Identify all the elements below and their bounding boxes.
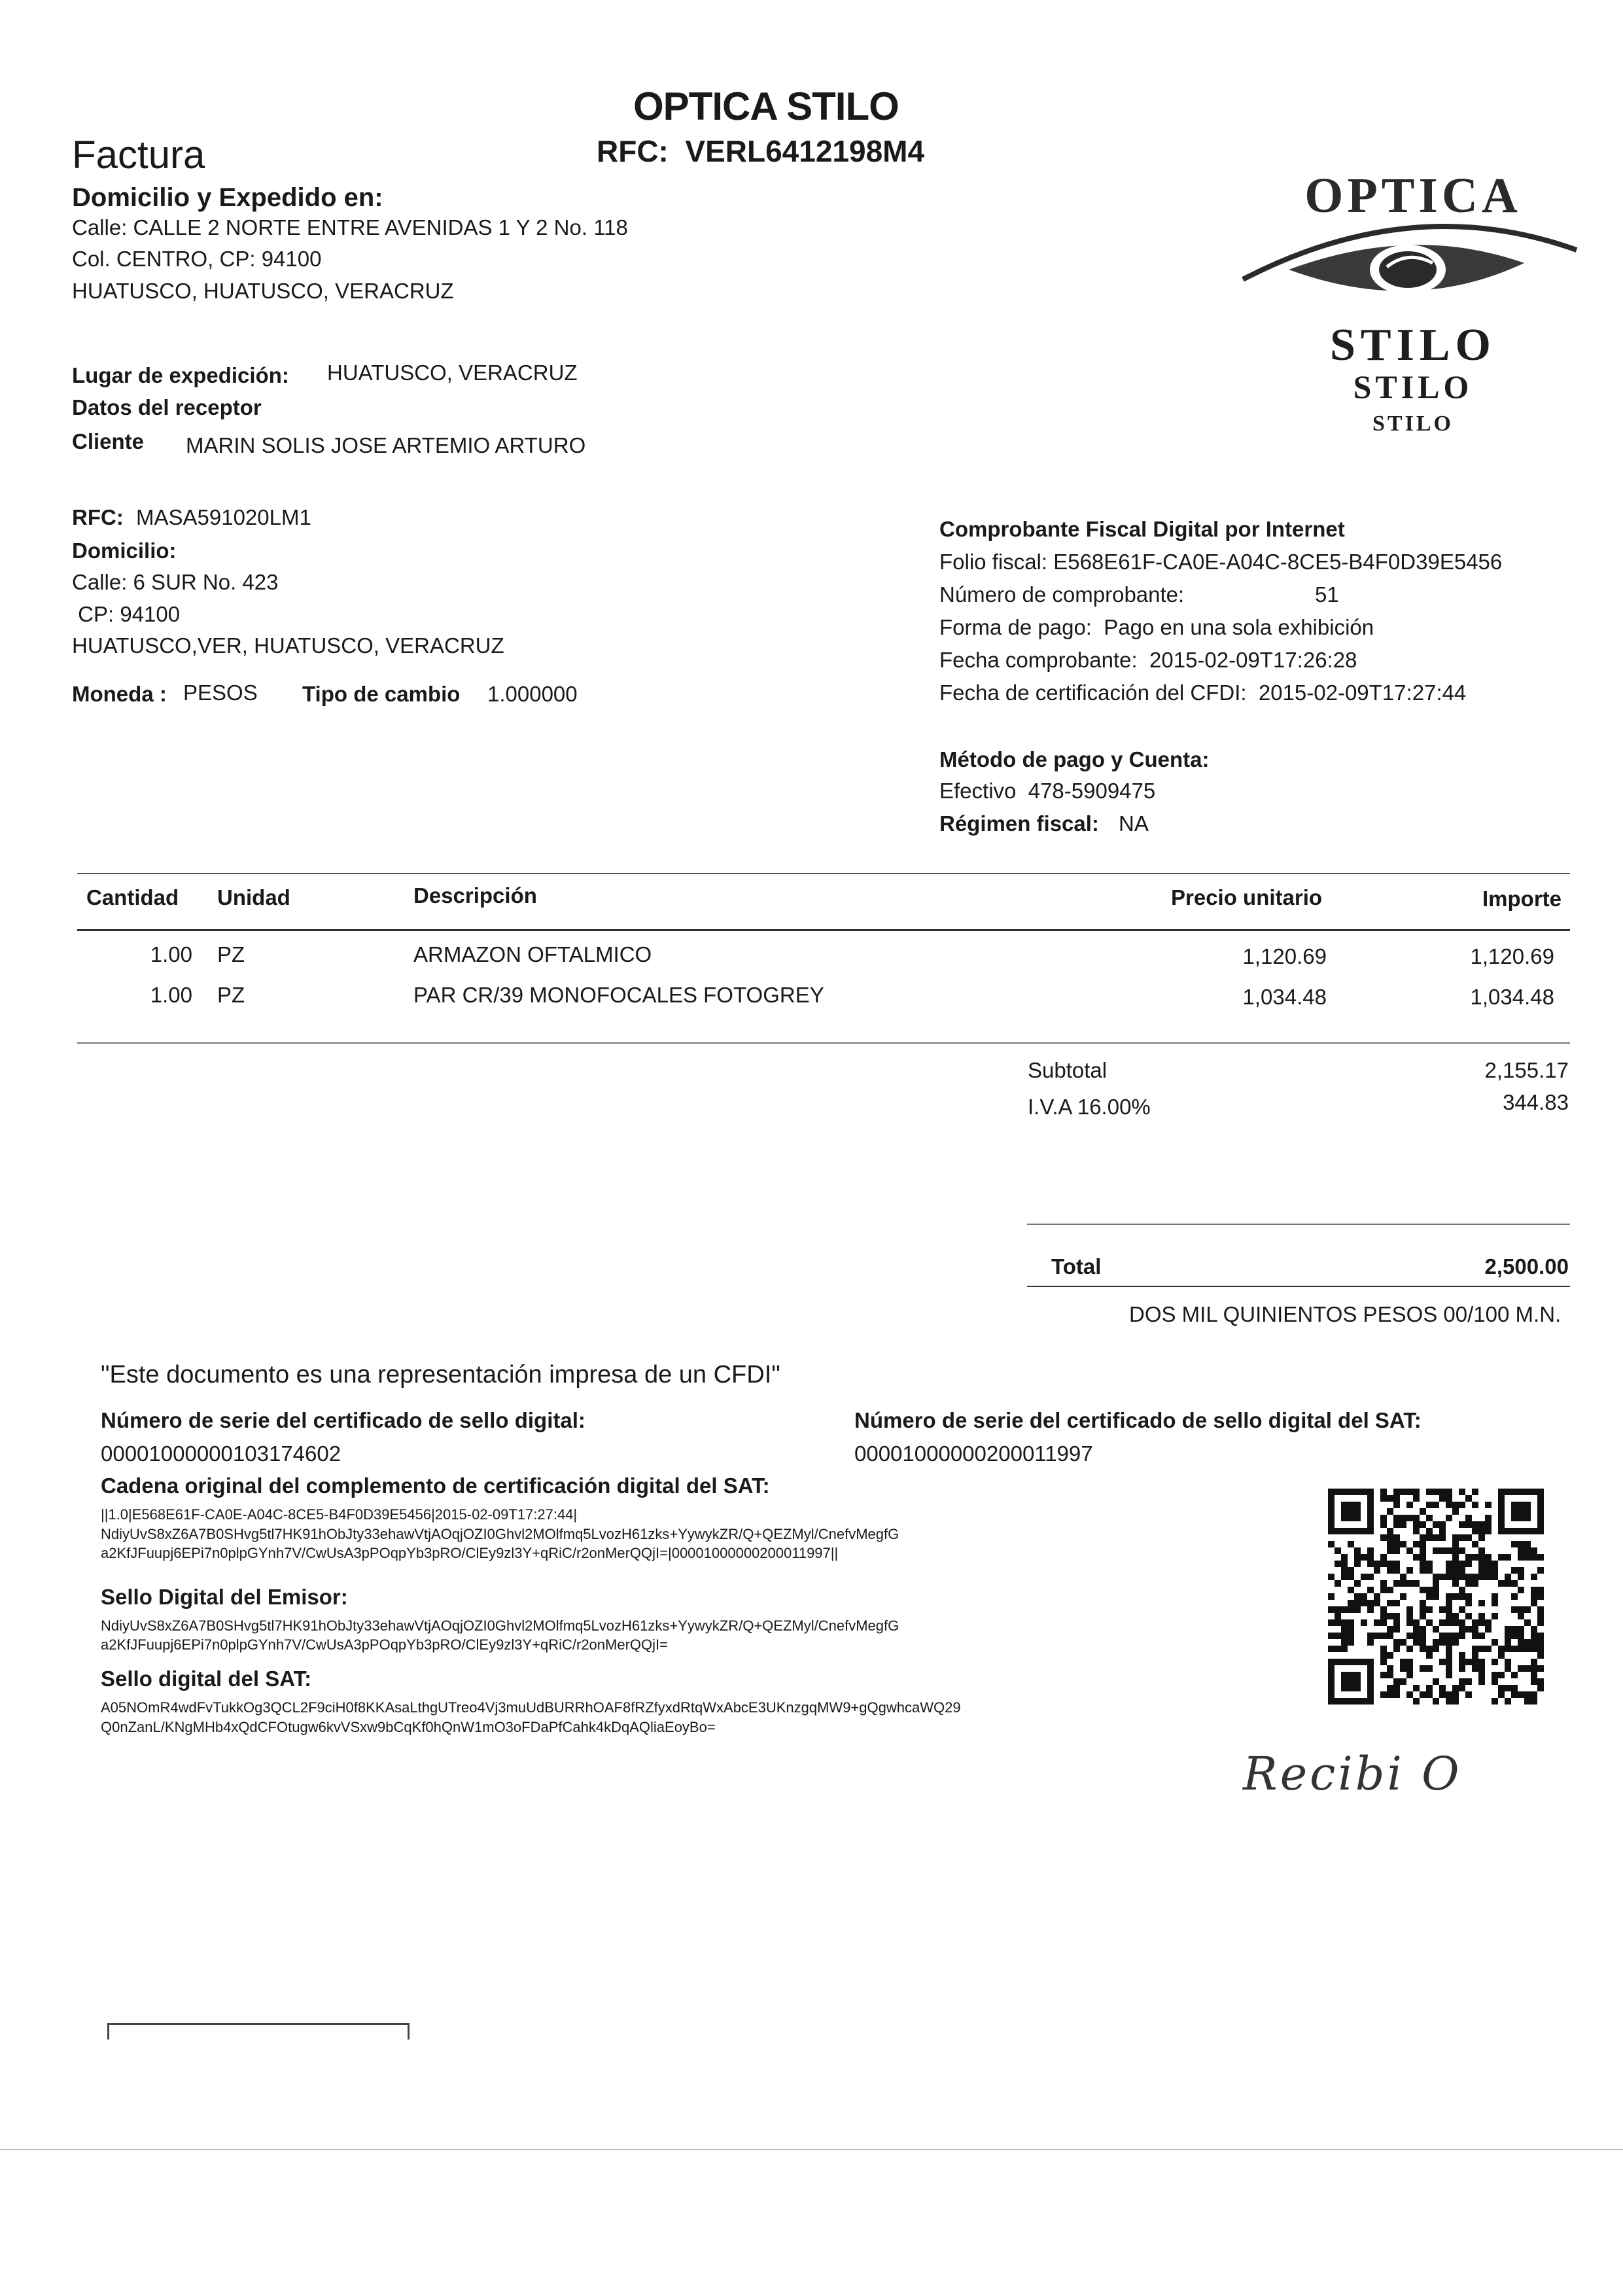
subtotal-value: 2,155.17 [1484,1058,1569,1082]
cadena-label: Cadena original del complemento de certificación digital del SAT: [101,1474,770,1498]
sello-emisor-label: Sello Digital del Emisor: [101,1585,348,1609]
forma-pago: Forma de pago: Pago en una sola exhibición [939,615,1374,639]
receptor-line3: HUATUSCO,VER, HUATUSCO, VERACRUZ [72,633,504,658]
iva-value: 344.83 [1503,1090,1569,1114]
moneda-value: PESOS [183,680,258,705]
tipo-cambio-value: 1.000000 [487,682,578,706]
domicilio-heading: Domicilio y Expedido en: [72,183,383,212]
metodo-pago-heading: Método de pago y Cuenta: [939,747,1210,771]
moneda-label: Moneda : [72,682,167,706]
cadena-line2: NdiyUvS8xZ6A7B0SHvg5tl7HK91hObJty33ehawVtjAOqjOZI0Ghvl2MOlfmq5LvozH61zks+YywykZR/Q+QEZMyl/CnefvMegfG [101,1526,899,1542]
row-cantidad: 1.00 [150,942,192,966]
logo-graphic [1236,171,1590,440]
cadena-line1: ||1.0|E568E61F-CA0E-A04C-8CE5-B4F0D39E5456|2015-02-09T17:27:44| [101,1506,578,1523]
row-importe: 1,120.69 [1470,944,1554,968]
regimen-value: NA [1119,811,1149,836]
row-cantidad: 1.00 [150,983,192,1007]
totals-rule-top [1027,1224,1570,1225]
logo-word-stilo-small: STILO [1372,412,1454,436]
table-top-rule [77,873,1570,874]
numero-comprobante-value: 51 [1315,582,1339,607]
header-descripcion: Descripción [413,883,537,908]
total-label: Total [1051,1254,1102,1279]
row-descripcion: ARMAZON OFTALMICO [413,942,652,966]
logo-word-optica: OPTICA [1304,171,1522,223]
cfdi-heading: Comprobante Fiscal Digital por Internet [939,517,1345,541]
row-descripcion: PAR CR/39 MONOFOCALES FOTOGREY [413,983,824,1007]
issuer-rfc: RFC: VERL6412198M4 [597,134,925,168]
metodo-pago-value: Efectivo 478-5909475 [939,779,1156,803]
folio-fiscal: Folio fiscal: E568E61F-CA0E-A04C-8CE5-B4F0D39E5456 [939,550,1503,574]
stamp-box [107,2023,410,2040]
receptor-heading: Datos del receptor [72,395,262,419]
table-bottom-rule [77,1042,1570,1044]
total-in-words: DOS MIL QUINIENTOS PESOS 00/100 M.N. [1129,1302,1562,1326]
row-importe: 1,034.48 [1470,985,1554,1009]
totals-rule-bottom [1027,1286,1570,1287]
cfdi-note: "Este documento es una representación impresa de un CFDI" [101,1361,780,1388]
cert-sat-label: Número de serie del certificado de sello digital del SAT: [854,1408,1422,1432]
tipo-cambio-label: Tipo de cambio [302,682,461,706]
sello-sat-line2: Q0nZanL/KNgMHb4xQdCFOtugw6kvVSxw9bCqKf0hQnW1mO3oFDaPfCahk4kDqAQliaEoyBo= [101,1719,716,1735]
page-bottom-edge [0,2149,1623,2150]
total-value: 2,500.00 [1484,1254,1569,1279]
issuer-name: OPTICA STILO [633,84,899,128]
table-header-rule [77,929,1570,931]
logo-word-stilo-large: STILO [1330,320,1496,370]
optica-stilo-logo [1236,171,1590,440]
row-unidad: PZ [217,983,245,1007]
document-title: Factura [72,133,205,177]
fecha-comprobante: Fecha comprobante: 2015-02-09T17:26:28 [939,648,1357,672]
cert-emisor-label: Número de serie del certificado de sello digital: [101,1408,585,1432]
numero-comprobante-label: Número de comprobante: [939,582,1185,607]
header-cantidad: Cantidad [86,885,179,910]
fecha-certificacion: Fecha de certificación del CFDI: 2015-02-09T17:27:44 [939,680,1467,705]
row-unidad: PZ [217,942,245,966]
row-precio: 1,034.48 [1242,985,1327,1009]
sello-sat-label: Sello digital del SAT: [101,1667,312,1691]
handwritten-note: Recibi O [1243,1747,1462,1801]
receptor-domicilio-label: Domicilio: [72,539,177,563]
row-precio: 1,120.69 [1242,944,1327,968]
cliente-label: Cliente [72,429,145,453]
receptor-rfc-value: MASA591020LM1 [136,505,311,529]
subtotal-label: Subtotal [1028,1058,1108,1082]
header-unidad: Unidad [217,885,290,910]
lugar-value: HUATUSCO, VERACRUZ [327,361,578,385]
cert-emisor-value: 00001000000103174602 [101,1441,341,1466]
iva-label: I.V.A 16.00% [1028,1095,1151,1119]
sello-emisor-line1: NdiyUvS8xZ6A7B0SHvg5tl7HK91hObJty33ehawVtjAOqjOZI0Ghvl2MOlfmq5LvozH61zks+YywykZR/Q+QEZMyl/CnefvMegfG [101,1617,899,1634]
qr-code [1328,1489,1544,1704]
cert-sat-value: 00001000000200011997 [854,1441,1093,1466]
logo-word-stilo-medium: STILO [1353,368,1473,405]
sello-sat-line1: A05NOmR4wdFvTukkOg3QCL2F9ciH0f8KKAsaLthgUTreo4Vj3muUdBURRhOAF8fRZfyxdRtqWxAbcE3UKnzgqMW9+gQgwhcaWQ29 [101,1699,961,1716]
qr-code-graphic [1328,1489,1544,1704]
domicilio-line2: Col. CENTRO, CP: 94100 [72,247,322,271]
header-importe: Importe [1482,887,1562,911]
domicilio-line3: HUATUSCO, HUATUSCO, VERACRUZ [72,279,454,303]
header-precio: Precio unitario [1171,885,1323,910]
lugar-label: Lugar de expedición: [72,363,289,387]
receptor-rfc-label: RFC: [72,505,124,529]
sello-emisor-line2: a2KfJFuupj6EPi7n0plpGYnh7V/CwUsA3pPOqpYb3pRO/ClEy9zl3Y+qRiC/r2onMerQQjI= [101,1636,668,1653]
receptor-line2: CP: 94100 [72,602,181,626]
cliente-value: MARIN SOLIS JOSE ARTEMIO ARTURO [186,433,586,457]
regimen-label: Régimen fiscal: [939,811,1099,836]
domicilio-line1: Calle: CALLE 2 NORTE ENTRE AVENIDAS 1 Y 2 No. 118 [72,215,628,239]
receptor-line1: Calle: 6 SUR No. 423 [72,570,279,594]
cadena-line3: a2KfJFuupj6EPi7n0plpGYnh7V/CwUsA3pPOqpYb3pRO/ClEy9zl3Y+qRiC/r2onMerQQjI=|00001000000200011997|| [101,1545,839,1561]
